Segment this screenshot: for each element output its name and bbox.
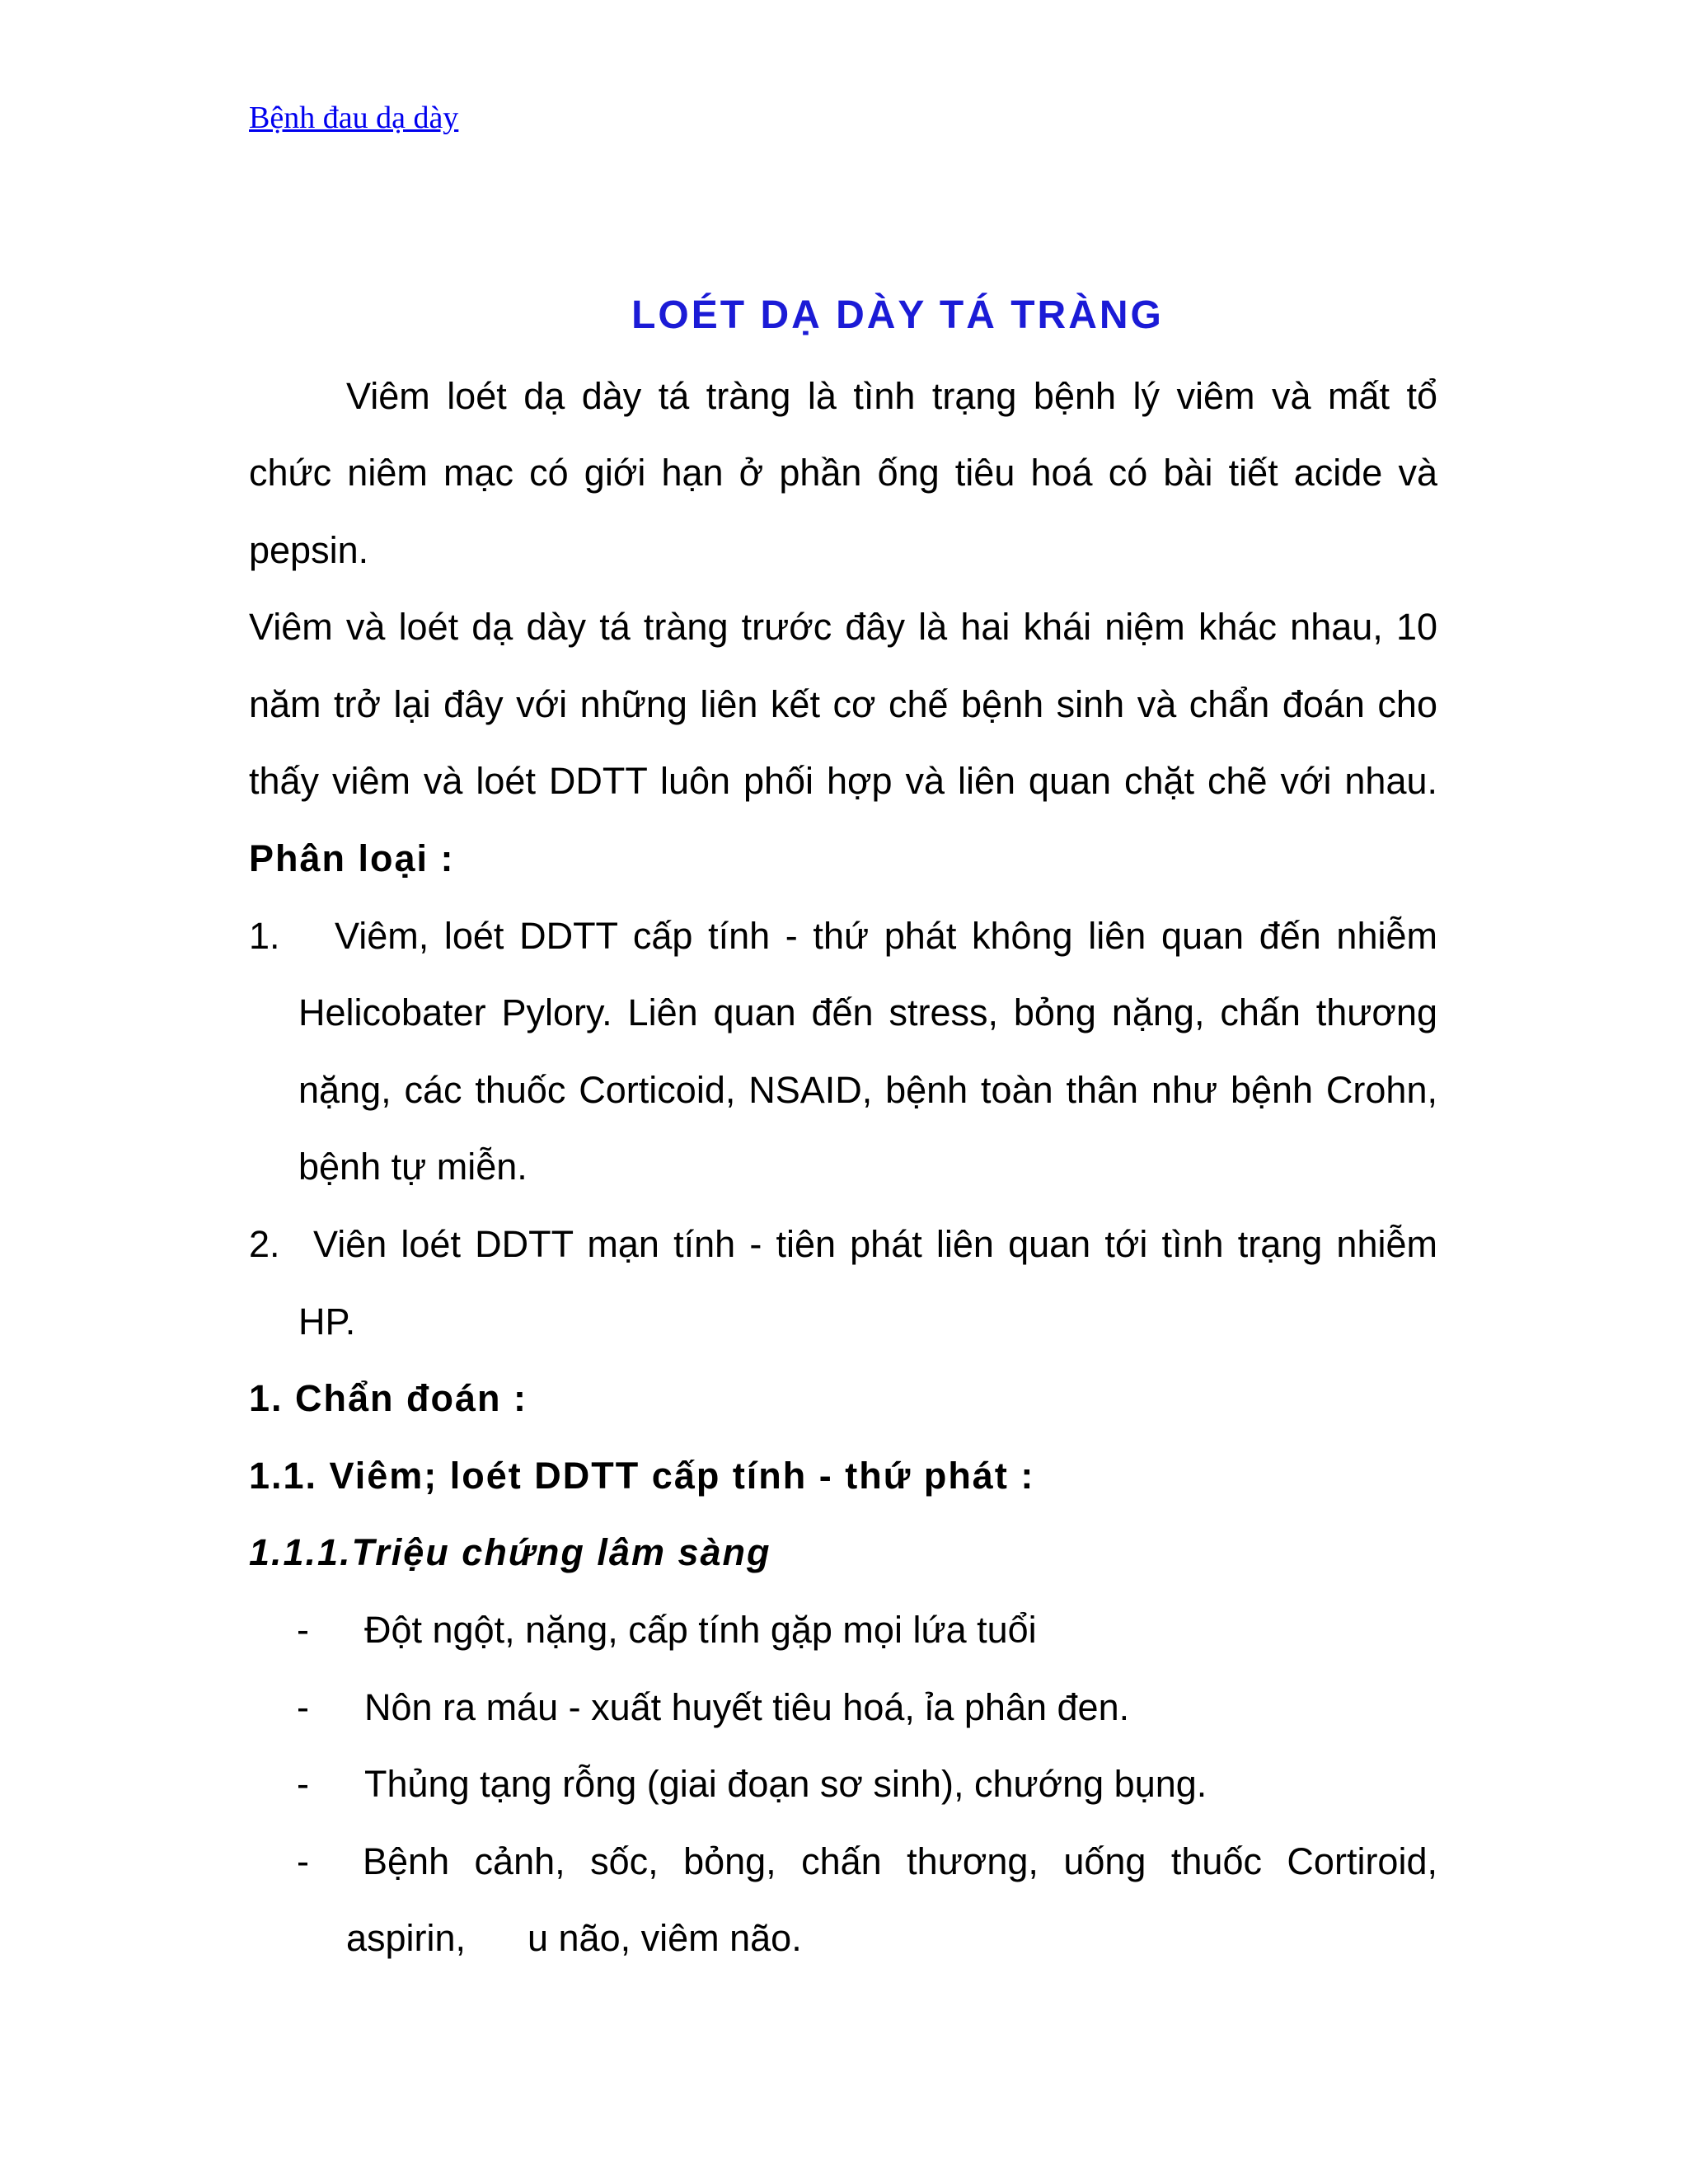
bullet-4-text: Bệnh cảnh, sốc, bỏng, chấn thương, uống thuốc Cortiroid, (363, 1840, 1437, 1882)
classification-item-1-line-2: Helicobater Pylory. Liên quan đến stress, bỏng nặng, chấn thương (298, 991, 1437, 1033)
classification-item-1-line-3: nặng, các thuốc Corticoid, NSAID, bệnh toàn thân như bệnh Crohn, (298, 1069, 1437, 1111)
document-title (0, 293, 1688, 338)
intro-line-6: thấy viêm và loét DDTT luôn phối hợp và liên quan chặt chẽ với nhau. (249, 760, 1437, 802)
bullet-3-text: Thủng tạng rỗng (giai đoạn sơ sinh), chướng bụng. (364, 1763, 1207, 1805)
classification-item-2-number: 2. (249, 1223, 280, 1265)
classification-item-2-line-2: HP. (298, 1301, 356, 1343)
diagnosis-sub-heading: 1.1. Viêm; loét DDTT cấp tính - thứ phát : (249, 1455, 1035, 1497)
bullet-3-dash: - (297, 1763, 309, 1805)
diagnosis-sub-sub-heading: 1.1.1.Triệu chứng lâm sàng (249, 1531, 771, 1573)
classification-item-2-line-1: Viên loét DDTT mạn tính - tiên phát liên quan tới tình trạng nhiễm (313, 1223, 1437, 1265)
bullet-4-dash: - (297, 1840, 309, 1882)
bullet-2-dash: - (297, 1686, 309, 1728)
classification-item-1-line-1: Viêm, loét DDTT cấp tính - thứ phát không liên quan đến nhiễm (335, 915, 1437, 957)
bullet-2-text: Nôn ra máu - xuất huyết tiêu hoá, ỉa phân đen. (364, 1686, 1130, 1728)
bullet-4-continuation-a: aspirin, (346, 1917, 467, 1959)
bullet-4-continuation-b: u não, viêm não. (528, 1917, 802, 1959)
classification-heading: Phân loại : (249, 837, 455, 879)
intro-line-5: năm trở lại đây với những liên kết cơ chế bệnh sinh và chẩn đoán cho (249, 683, 1437, 725)
intro-line-1: Viêm loét dạ dày tá tràng là tình trạng bệnh lý viêm và mất tổ (346, 375, 1437, 417)
bullet-1-text: Đột ngột, nặng, cấp tính gặp mọi lứa tuổi (364, 1609, 1037, 1651)
document-title-text: LOÉT DẠ DÀY TÁ TRÀNG (631, 293, 1164, 337)
classification-item-1-line-4: bệnh tự miễn. (298, 1146, 528, 1188)
intro-line-4: Viêm và loét dạ dày tá tràng trước đây là hai khái niệm khác nhau, 10 (249, 606, 1437, 648)
header-link-benh-dau-da-day[interactable]: Bệnh đau dạ dày (249, 101, 459, 135)
classification-item-1-number: 1. (249, 915, 280, 957)
diagnosis-heading: 1. Chẩn đoán : (249, 1377, 528, 1419)
intro-line-2: chức niêm mạc có giới hạn ở phần ống tiêu hoá có bài tiết acide và (249, 452, 1437, 494)
intro-line-3: pepsin. (249, 529, 369, 571)
bullet-1-dash: - (297, 1609, 309, 1651)
